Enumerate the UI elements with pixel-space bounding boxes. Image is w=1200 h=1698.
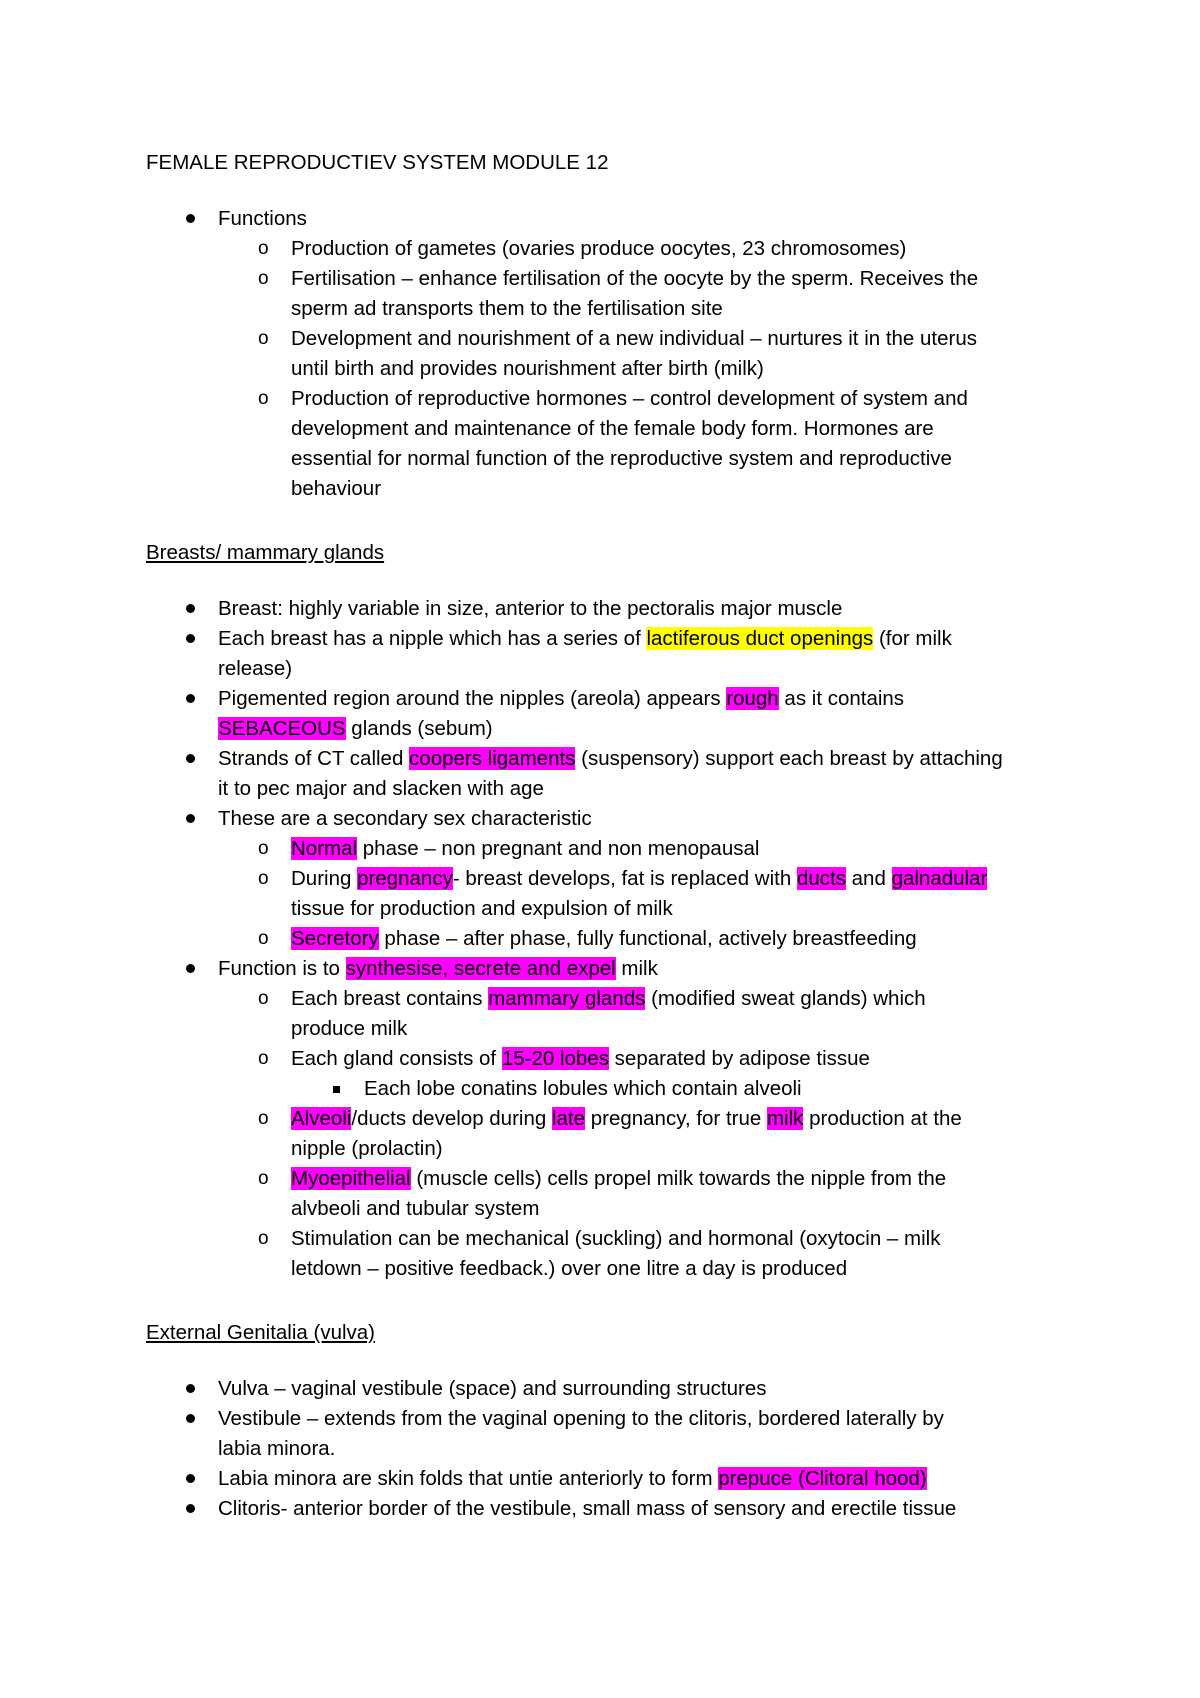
- text-segment: sperm ad transports them to the fertilisation site: [291, 297, 723, 320]
- highlighted-term: Secretory: [291, 927, 379, 950]
- text-segment: produce milk: [291, 1017, 408, 1040]
- text-line: [291, 266, 978, 292]
- text-line: [291, 356, 764, 382]
- text-line: [291, 1226, 940, 1252]
- text-segment: These are a secondary sex characteristic: [218, 807, 592, 830]
- text-segment: phase – after phase, fully functional, actively breastfeeding: [378, 927, 917, 950]
- bullet-circle-icon: o: [258, 1048, 269, 1069]
- bullet-dot-icon: [186, 694, 195, 703]
- bullet-dot-icon: [186, 754, 195, 763]
- text-segment: Vulva – vaginal vestibule (space) and surrounding structures: [218, 1377, 767, 1400]
- highlighted-term: Normal: [291, 837, 358, 860]
- bullet-circle-icon: o: [258, 1108, 269, 1129]
- text-segment: During: [291, 867, 358, 890]
- bullet-circle-icon: o: [258, 988, 269, 1009]
- text-line: [218, 806, 592, 832]
- text-segment: Pigemented region around the nipples (areola) appears: [218, 687, 727, 710]
- text-line: [218, 716, 493, 742]
- breasts-heading: Breasts/ mammary glands: [146, 541, 385, 564]
- highlighted-term: galnadular: [891, 867, 988, 890]
- text-line: [218, 1436, 335, 1462]
- highlighted-term: mammary glands: [488, 987, 646, 1010]
- bullet-dot-icon: [186, 964, 195, 973]
- text-segment: Each breast has a nipple which has a series of: [218, 627, 647, 650]
- text-line: [364, 1076, 802, 1102]
- text-segment: as it contains: [778, 687, 905, 710]
- text-segment: (muscle cells) cells propel milk towards the nipple from the: [410, 1167, 947, 1190]
- text-segment: Vestibule – extends from the vaginal opening to the clitoris, bordered laterally by: [218, 1407, 944, 1430]
- bullet-dot-icon: [186, 604, 195, 613]
- bullet-circle-icon: o: [258, 928, 269, 949]
- text-segment: labia minora.: [218, 1437, 336, 1460]
- text-line: [291, 866, 987, 892]
- text-segment: Clitoris- anterior border of the vestibule, small mass of sensory and erectile tissue: [218, 1497, 957, 1520]
- bullet-circle-icon: o: [258, 268, 269, 289]
- bullet-dot-icon: [186, 814, 195, 823]
- bullet-circle-icon: o: [258, 328, 269, 349]
- text-segment: (modified sweat glands) which: [645, 987, 926, 1010]
- highlighted-term: milk: [766, 1107, 804, 1130]
- highlighted-term: 15-20 lobes: [501, 1047, 609, 1070]
- text-line: [291, 1196, 539, 1222]
- text-segment: Labia minora are skin folds that untie anteriorly to form: [218, 1467, 719, 1490]
- text-segment: phase – non pregnant and non menopausal: [357, 837, 760, 860]
- text-segment: - breast develops, fat is replaced with: [452, 867, 797, 890]
- bullet-circle-icon: o: [258, 1168, 269, 1189]
- text-segment: Development and nourishment of a new individual – nurtures it in the uterus: [291, 327, 978, 350]
- text-line: [218, 596, 842, 622]
- text-segment: Each breast contains: [291, 987, 489, 1010]
- text-line: [291, 446, 952, 472]
- text-segment: milk: [615, 957, 658, 980]
- text-line: [218, 1406, 944, 1432]
- text-segment: Fertilisation – enhance fertilisation of the oocyte by the sperm. Receives the: [291, 267, 979, 290]
- text-line: [291, 326, 977, 352]
- bullet-circle-icon: o: [258, 838, 269, 859]
- text-segment: nipple (prolactin): [291, 1137, 443, 1160]
- text-segment: essential for normal function of the reproductive system and reproductive: [291, 447, 952, 470]
- highlighted-term: lactiferous duct openings: [646, 627, 874, 650]
- text-segment: Each gland consists of: [291, 1047, 502, 1070]
- text-line: [218, 1496, 956, 1522]
- text-line: [291, 1016, 407, 1042]
- highlighted-term: coopers ligaments: [409, 747, 576, 770]
- bullet-circle-icon: o: [258, 868, 269, 889]
- text-segment: (suspensory) support each breast by attaching: [575, 747, 1003, 770]
- bullet-circle-icon: o: [258, 238, 269, 259]
- bullet-circle-icon: o: [258, 1228, 269, 1249]
- text-line: [218, 956, 658, 982]
- text-segment: separated by adipose tissue: [608, 1047, 870, 1070]
- text-line: [291, 386, 968, 412]
- bullet-square-icon: [333, 1086, 340, 1093]
- text-segment: and: [845, 867, 892, 890]
- text-segment: Strands of CT called: [218, 747, 410, 770]
- text-segment: pregnancy, for true: [585, 1107, 767, 1130]
- highlighted-term: prepuce (Clitoral hood): [718, 1467, 927, 1490]
- text-segment: Function is to: [218, 957, 346, 980]
- highlighted-term: ducts: [796, 867, 846, 890]
- text-line: [291, 296, 723, 322]
- text-line: [218, 746, 1003, 772]
- highlighted-term: synthesise, secrete and expel: [345, 957, 616, 980]
- bullet-dot-icon: [186, 1384, 195, 1393]
- text-line: [291, 926, 917, 952]
- text-segment: until birth and provides nourishment after birth (milk): [291, 357, 764, 380]
- text-line: [291, 896, 673, 922]
- text-line: [291, 416, 934, 442]
- text-segment: production at the: [803, 1107, 962, 1130]
- text-line: [291, 236, 906, 262]
- text-line: [218, 656, 292, 682]
- page-title: FEMALE REPRODUCTIEV SYSTEM MODULE 12: [146, 151, 609, 174]
- highlighted-term: pregnancy: [357, 867, 453, 890]
- text-segment: (for milk: [873, 627, 952, 650]
- text-segment: letdown – positive feedback.) over one litre a day is produced: [291, 1257, 848, 1280]
- text-line: [291, 1166, 946, 1192]
- bullet-dot-icon: [186, 1474, 195, 1483]
- text-line: [291, 986, 926, 1012]
- highlighted-term: late: [551, 1107, 586, 1130]
- text-line: [291, 1046, 870, 1072]
- text-segment: it to pec major and slacken with age: [218, 777, 544, 800]
- text-segment: tissue for production and expulsion of milk: [291, 897, 673, 920]
- text-segment: Breast: highly variable in size, anterior to the pectoralis major muscle: [218, 597, 843, 620]
- text-line: [291, 1136, 443, 1162]
- text-segment: Each lobe conatins lobules which contain alveoli: [364, 1077, 802, 1100]
- highlighted-term: Myoepithelial: [291, 1167, 411, 1190]
- text-line: [218, 686, 904, 712]
- text-segment: Production of reproductive hormones – control development of system and: [291, 387, 968, 410]
- text-segment: /ducts develop during: [351, 1107, 552, 1130]
- text-segment: release): [218, 657, 293, 680]
- text-line: [291, 476, 381, 502]
- genitalia-heading: External Genitalia (vulva): [146, 1321, 376, 1344]
- bullet-dot-icon: [186, 214, 195, 223]
- text-line: [218, 776, 544, 802]
- highlighted-term: rough: [726, 687, 779, 710]
- bullet-dot-icon: [186, 1414, 195, 1423]
- bullet-dot-icon: [186, 1504, 195, 1513]
- text-line: [291, 836, 759, 862]
- bullet-dot-icon: [186, 634, 195, 643]
- bullet-circle-icon: o: [258, 388, 269, 409]
- highlighted-term: Alveoli: [291, 1107, 352, 1130]
- text-segment: behaviour: [291, 477, 382, 500]
- text-segment: development and maintenance of the female body form. Hormones are: [291, 417, 934, 440]
- text-line: [291, 1106, 962, 1132]
- text-line: [291, 1256, 847, 1282]
- text-segment: Stimulation can be mechanical (suckling) and hormonal (oxytocin – milk: [291, 1227, 941, 1250]
- highlighted-term: SEBACEOUS: [218, 717, 346, 740]
- text-line: [218, 1376, 767, 1402]
- text-segment: alvbeoli and tubular system: [291, 1197, 540, 1220]
- text-line: [218, 1466, 927, 1492]
- text-segment: Production of gametes (ovaries produce oocytes, 23 chromosomes): [291, 237, 907, 260]
- functions-label: Functions: [218, 207, 307, 230]
- text-segment: glands (sebum): [345, 717, 493, 740]
- text-line: [218, 626, 952, 652]
